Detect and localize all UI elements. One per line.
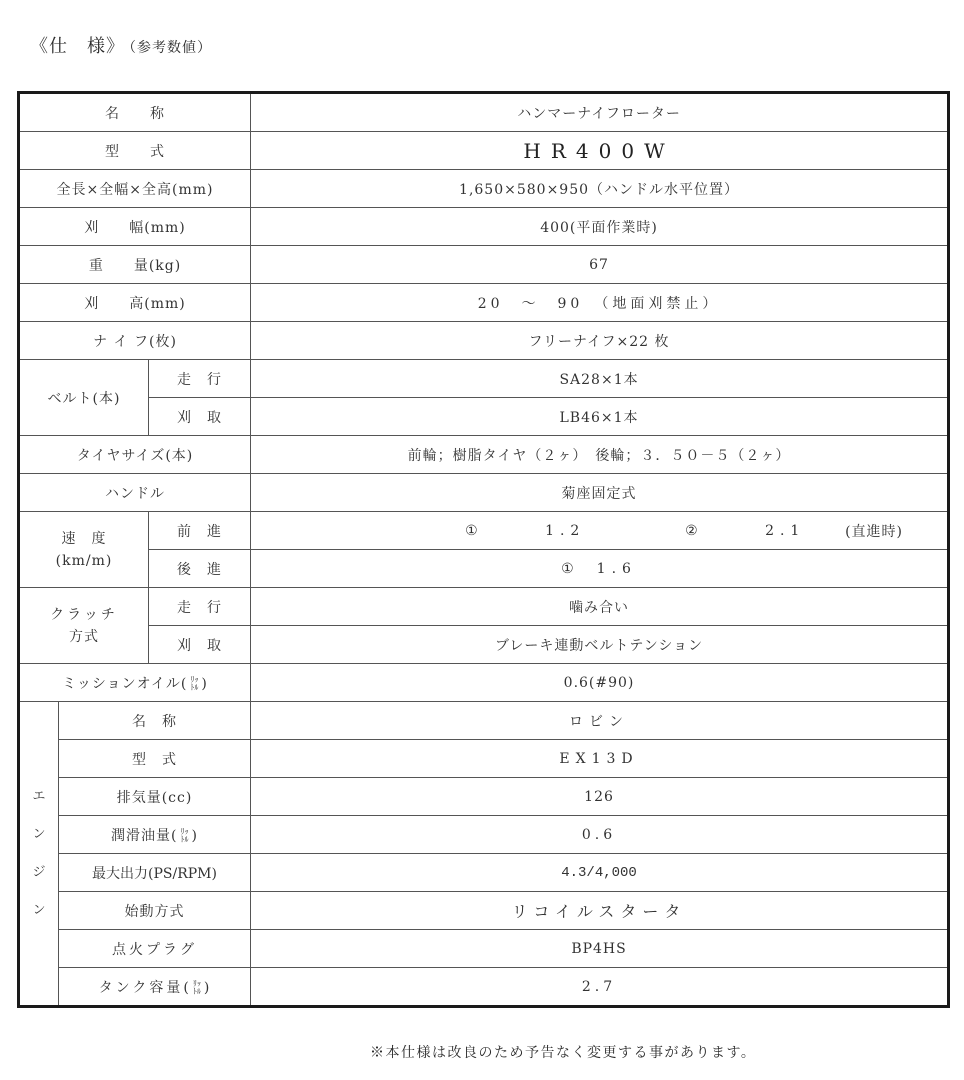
row-sublabel: 刈 取 (149, 398, 251, 436)
row-sublabel: 後 進 (149, 550, 251, 588)
row-label: 刈 高(mm) (19, 284, 251, 322)
speed-label-line2: (km/m) (55, 552, 113, 569)
row-value: LB46×1本 (251, 398, 949, 436)
table-row-engine-spark-plug (19, 930, 949, 968)
table-row-speed-reverse (19, 550, 949, 588)
table-row-clutch-cutting (19, 626, 949, 664)
engine-char: ン (32, 826, 46, 842)
table-row-engine-model (19, 740, 949, 778)
table-row-knife (19, 322, 949, 360)
row-value: ブレーキ連動ベルトテンション (251, 626, 949, 664)
row-value: 0.6(#90) (251, 664, 949, 702)
page-heading (30, 32, 212, 58)
row-value: 4.3/4,000 (251, 854, 949, 892)
mission-oil-label: ミッションオイル (62, 675, 181, 692)
row-label: 型 式 (19, 132, 251, 170)
row-label: 始動方式 (59, 892, 251, 930)
row-value: フリーナイフ×22 枚 (251, 322, 949, 360)
table-row-clutch-travel (19, 588, 949, 626)
liter-unit (178, 828, 192, 844)
row-value: EX13D (251, 740, 949, 778)
unit-line2: ﾄﾙ (190, 682, 199, 692)
clutch-label-line2: 方式 (69, 628, 99, 645)
row-sublabel: 前 進 (149, 512, 251, 550)
row-label: 点火プラグ (59, 930, 251, 968)
forward-speed-values (465, 521, 903, 541)
gear1-value: 1.2 (545, 522, 586, 539)
table-row-dimensions (19, 170, 949, 208)
row-value: 噛み合い (251, 588, 949, 626)
row-sublabel: 走 行 (149, 360, 251, 398)
row-value: リコイルスタータ (251, 892, 949, 930)
engine-char: ン (32, 902, 46, 918)
row-value: 前輪；樹脂タイヤ（２ヶ） 後輪；３．５０－５（２ヶ） (251, 436, 949, 474)
row-label: 型 式 (59, 740, 251, 778)
row-value: 20 ～ 90 （地面刈禁止） (251, 284, 949, 322)
row-value: ハンマーナイフローター (251, 93, 949, 132)
row-label: ミッションオイル( ﾘｯ ﾄﾙ ) (19, 664, 251, 702)
table-row-engine-max-output (19, 854, 949, 892)
table-row-name (19, 93, 949, 132)
row-label: 全長×全幅×全高(mm) (19, 170, 251, 208)
table-row-engine-name (19, 702, 949, 740)
gear1-value: 1.6 (596, 560, 637, 577)
gear1-mark: ① (465, 522, 479, 539)
unit-line2: ﾄﾙ (192, 986, 201, 996)
table-row-engine-tank-capacity (19, 968, 949, 1007)
unit-line1: ﾘｯ (190, 674, 199, 684)
clutch-group-label (19, 588, 149, 664)
table-row-speed-forward (19, 512, 949, 550)
engine-group-label (19, 702, 59, 1007)
table-row-engine-displacement (19, 778, 949, 816)
page-subtitle: （参考数値） (129, 40, 212, 56)
gear-note: (直進時) (845, 523, 903, 540)
row-value: 1,650×580×950（ハンドル水平位置） (251, 170, 949, 208)
spec-table (17, 91, 950, 1008)
unit-line1: ﾘｯ (180, 826, 189, 836)
table-row-weight (19, 246, 949, 284)
speed-group-label (19, 512, 149, 588)
row-value (251, 550, 949, 588)
row-value: 0.6 (251, 816, 949, 854)
row-label: 重 量(kg) (19, 246, 251, 284)
row-label: ハンドル (19, 474, 251, 512)
table-row-belt-travel (19, 360, 949, 398)
row-value (251, 512, 949, 550)
clutch-label-line1: クラッチ (50, 606, 118, 623)
table-row-tire-size (19, 436, 949, 474)
row-label: 排気量(cc) (59, 778, 251, 816)
row-value: 2.7 (251, 968, 949, 1007)
row-sublabel: 走 行 (149, 588, 251, 626)
table-row-handle (19, 474, 949, 512)
row-label: 潤滑油量( ﾘｯ ﾄﾙ ) (59, 816, 251, 854)
row-value: HR400W (251, 132, 949, 170)
footnote: ※本仕様は改良のため予告なく変更する事があります。 (370, 1045, 757, 1061)
table-row-mission-oil (19, 664, 949, 702)
row-label: タンク容量( ﾘｯ ﾄﾙ ) (59, 968, 251, 1007)
table-row-belt-cutting (19, 398, 949, 436)
unit-line2: ﾄﾙ (180, 834, 189, 844)
engine-char: ジ (32, 864, 46, 880)
lube-oil-label: 潤滑油量 (111, 827, 172, 844)
tank-capacity-label: タンク容量 (98, 979, 184, 996)
table-row-engine-start-method (19, 892, 949, 930)
row-label: ナ イ フ(枚) (19, 322, 251, 360)
engine-char: エ (32, 788, 46, 804)
row-value: BP4HS (251, 930, 949, 968)
gear2-value: 2.1 (765, 522, 806, 539)
liter-unit (190, 980, 204, 996)
row-label: 名 称 (19, 93, 251, 132)
row-label: 最大出力(PS/RPM) (59, 854, 251, 892)
belt-group-label: ベルト(本) (19, 360, 149, 436)
row-value: SA28×1本 (251, 360, 949, 398)
table-row-cut-height (19, 284, 949, 322)
speed-label-line1: 速 度 (61, 530, 107, 547)
unit-line1: ﾘｯ (192, 978, 201, 988)
table-row-cut-width (19, 208, 949, 246)
row-label: 名 称 (59, 702, 251, 740)
gear1-mark: ① (561, 560, 575, 577)
reverse-speed-values (561, 561, 637, 577)
row-label: 刈 幅(mm) (19, 208, 251, 246)
row-value: 菊座固定式 (251, 474, 949, 512)
row-value: 126 (251, 778, 949, 816)
row-label: タイヤサイズ(本) (19, 436, 251, 474)
page-title: 《仕 様》 (30, 36, 125, 57)
gear2-mark: ② (685, 522, 699, 539)
row-value: 400(平面作業時) (251, 208, 949, 246)
row-value: 67 (251, 246, 949, 284)
row-sublabel: 刈 取 (149, 626, 251, 664)
table-row-model (19, 132, 949, 170)
table-row-engine-lube-oil (19, 816, 949, 854)
liter-unit (187, 676, 201, 692)
row-value: ロビン (251, 702, 949, 740)
